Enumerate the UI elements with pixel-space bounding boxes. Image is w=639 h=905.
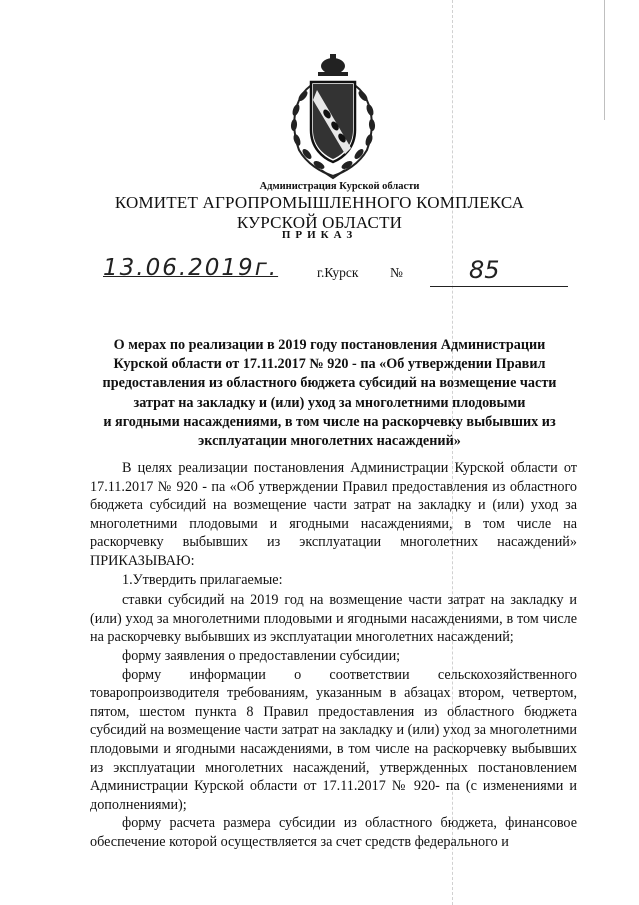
order-body [90, 459, 577, 851]
title-line: и ягодными насаждениями, в том числе на раскорчевку выбывших из [103, 413, 556, 430]
document-type-heading: ПРИКАЗ [281, 229, 358, 241]
handwritten-date: 13.06.2019г. [103, 255, 279, 281]
paragraph-compliance-form: форму информации о соответствии сельскохозяйственного товаропроизводителя требованиям, указанным в абзацах втором, четвертом, пятом, шестом пункта 8 Правил предоставления из областного бюджета субсидий на возмещение части затрат на закладку и (или) уход за многолетними плодовыми и ягодными насаждениями, в том числе на раскорчевку выбывших из эксплуатации многолетних насаждений, утвержденных постановлением Администрации Курской области от 17.11.2017 № 920- па (с изменениями и дополнениями); [90, 666, 577, 813]
title-line: предоставления из областного бюджета субсидий на возмещение части [102, 375, 557, 392]
paragraph-item-1: 1.Утвердить прилагаемые: [122, 571, 283, 588]
title-line: затрат на закладку и (или) уход за многолетними плодовыми [133, 394, 526, 411]
paragraph-calculation-form: форму расчета размера субсидии из областного бюджета, финансовое обеспечение которой осуществляется за счет средств федерального и [90, 815, 577, 850]
title-line: О мерах по реализации в 2019 году постановления Администрации [113, 337, 546, 353]
handwritten-order-number: 85 [469, 256, 500, 284]
number-underline [430, 286, 568, 287]
paragraph-preamble: В целях реализации постановления Администрации Курской области от 17.11.2017 № 920 - па «Об утверждении Правил предоставления из областного бюджета субсидий на возмещение части затрат на закладку и (или) уход за многолетними плодовыми и ягодными насаждениями, в том числе на раскорчевку выбывших из эксплуатации многолетних насаждений» ПРИКАЗЫВАЮ: [90, 460, 577, 569]
city-label: г.Курск [317, 265, 359, 280]
committee-line-2: КУРСКОЙ ОБЛАСТИ [236, 213, 403, 232]
number-sign: № [390, 265, 403, 280]
title-line: эксплуатации многолетних насаждений» [198, 433, 461, 450]
title-line: Курской области от 17.11.2017 № 920 - па «Об утверждении Правил [113, 356, 546, 373]
paragraph-application-form: форму заявления о предоставлении субсидии; [122, 647, 401, 664]
administration-name: Администрация Курской области [259, 181, 420, 192]
committee-line-1: КОМИТЕТ АГРОПРОМЫШЛЕННОГО КОМПЛЕКСА [114, 193, 525, 212]
scan-edge-line [604, 0, 605, 120]
paragraph-rates: ставки субсидий на 2019 год на возмещение части затрат на закладку и (или) уход за многолетними плодовыми и ягодными насаждениями, в том числе на раскорчевку выбывших из эксплуатации многолетних насаждений; [90, 592, 577, 646]
order-title [92, 336, 567, 451]
committee-name [0, 193, 639, 233]
coat-of-arms-emblem [277, 52, 389, 182]
